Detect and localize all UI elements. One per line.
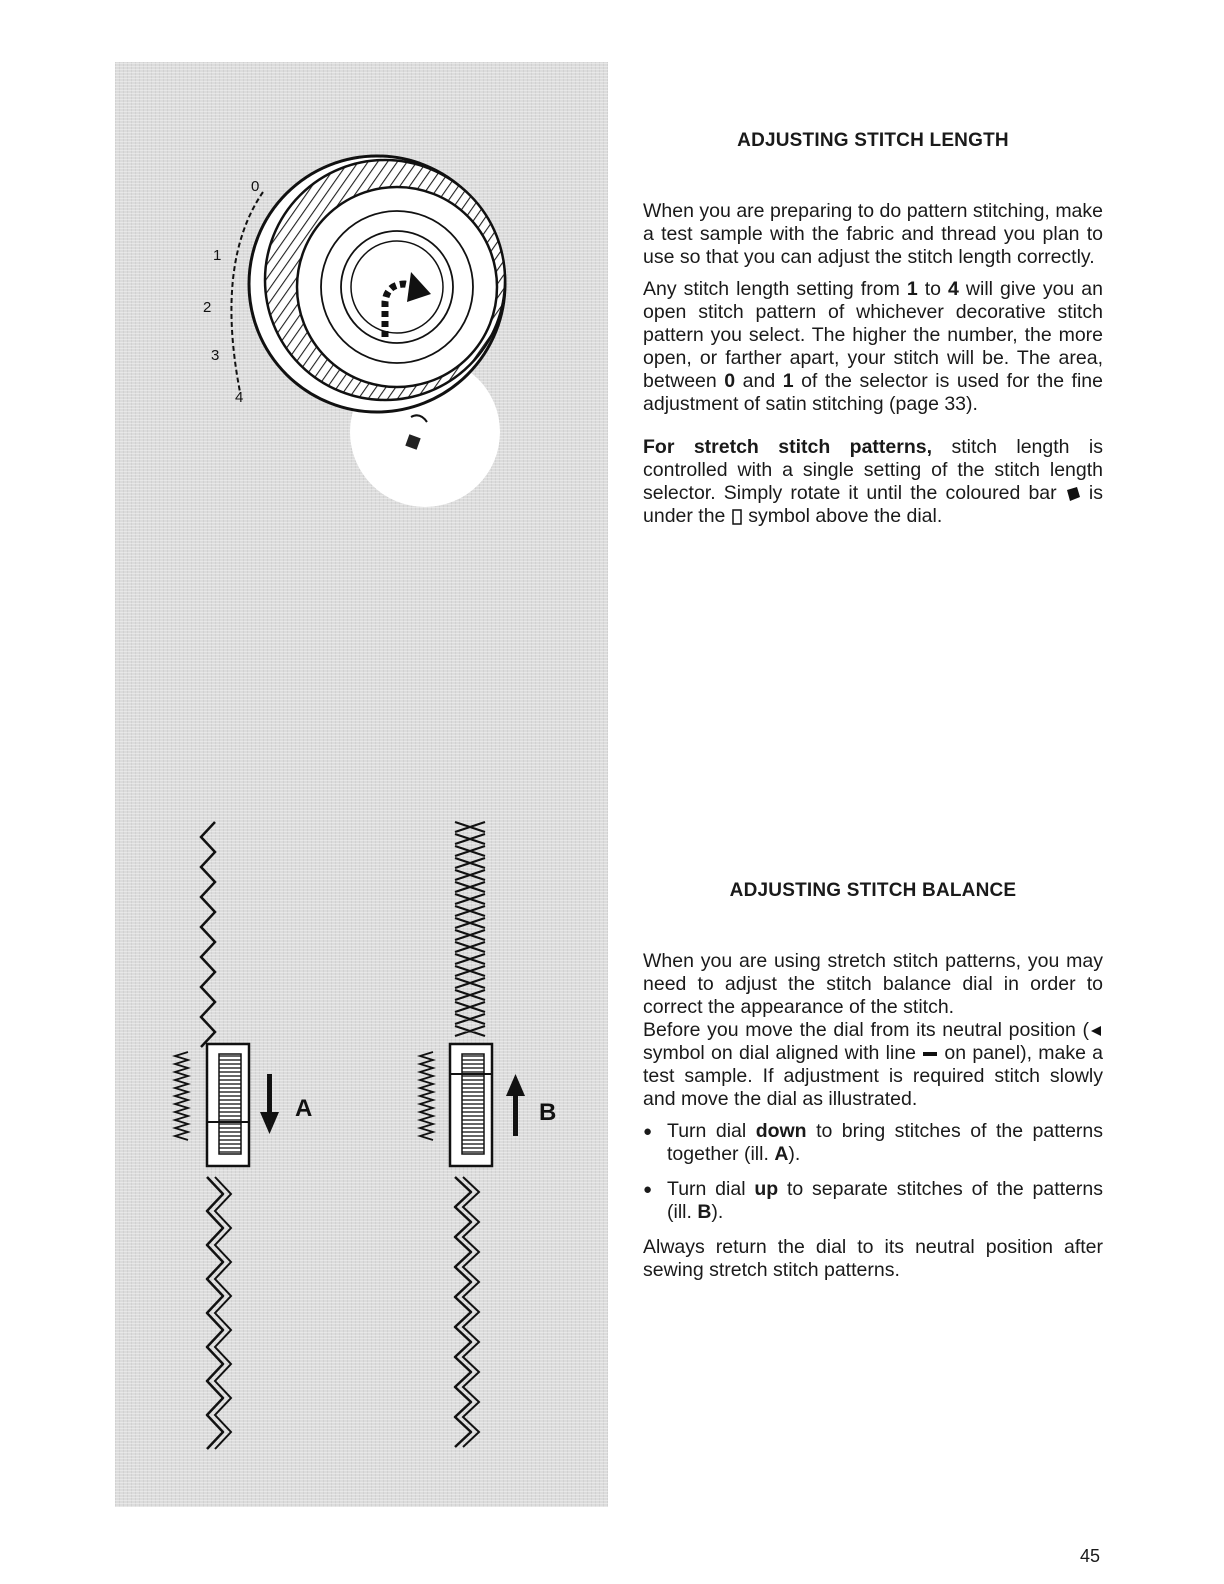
illustration-panel [115, 62, 608, 1507]
section-title-stitch-balance: ADJUSTING STITCH BALANCE [729, 880, 1017, 901]
illustration-svg [115, 62, 608, 1507]
left-triangle-icon [1089, 1024, 1103, 1038]
label-a: A [295, 1095, 313, 1122]
stitch-balance-paragraph-2: Before you move the dial from its neutral position ( symbol on dial aligned with line on panel), make a test sample. If adjustment is required stitch slowly and move the dial as illustrated. [643, 1019, 1103, 1110]
scale-label-2: 2 [203, 299, 212, 316]
list-item: ● Turn dial up to separate stitches of the patterns (ill. B). [643, 1178, 1103, 1224]
scale-label-4: 4 [235, 389, 244, 406]
stitch-length-paragraph-3: For stretch stitch patterns, stitch length is controlled with a single setting of the stitch length selector. Simply rotate it until the coloured bar is under the symbol above the dial. [643, 436, 1104, 527]
stitch-balance-paragraph-1: When you are using stretch stitch patterns, you may need to adjust the stitch balance dial in order to correct the appearance of the stitch. [643, 950, 1103, 1018]
zigzag-stitch-a [201, 822, 215, 1047]
panel-stitch-icons-b [420, 1052, 433, 1140]
section-stitch-length-body [643, 200, 1103, 537]
adjustment-list [643, 1120, 1103, 1224]
section-stitch-balance [643, 880, 1103, 902]
panel-stitch-icons-a [175, 1052, 188, 1140]
stretch-symbol-icon [731, 508, 743, 526]
section-stitch-length [643, 130, 1103, 152]
cross-stitch-b [455, 822, 485, 1036]
panel-line-icon [922, 1049, 938, 1059]
scale-label-3: 3 [211, 347, 220, 364]
stitch-length-paragraph-1: When you are preparing to do pattern stitching, make a test sample with the fabric and thread you plan to use so that you can adjust the stitch length correctly. [643, 200, 1103, 268]
page-number: 45 [1080, 1546, 1101, 1566]
section-stitch-balance-body [643, 950, 1103, 1291]
stitch-balance-paragraph-3: Always return the dial to its neutral position after sewing stretch stitch patterns. [643, 1236, 1103, 1281]
section-title-stitch-length: ADJUSTING STITCH LENGTH [737, 130, 1009, 151]
stretch-stitch-b [455, 1177, 471, 1447]
arrow-down-icon [260, 1112, 279, 1134]
list-item: ● Turn dial down to bring stitches of the patterns together (ill. A). [643, 1120, 1103, 1166]
scale-label-1: 1 [213, 247, 222, 264]
illustration-a [175, 822, 312, 1449]
coloured-bar-icon [1065, 486, 1081, 502]
stitch-length-dial [203, 156, 505, 507]
stitch-length-paragraph-2: Any stitch length setting from 1 to 4 will give you an open stitch pattern of whichever decorative stitch pattern you select. The higher the number, the more open, or farther apart, your stitch will be. The area, between 0 and 1 of the selector is used for the fine adjustment of satin stitching (page 33). [643, 278, 1103, 415]
scale-label-0: 0 [251, 178, 260, 195]
label-b: B [539, 1099, 557, 1126]
illustration-b [420, 822, 556, 1447]
arrow-up-icon [506, 1074, 525, 1096]
